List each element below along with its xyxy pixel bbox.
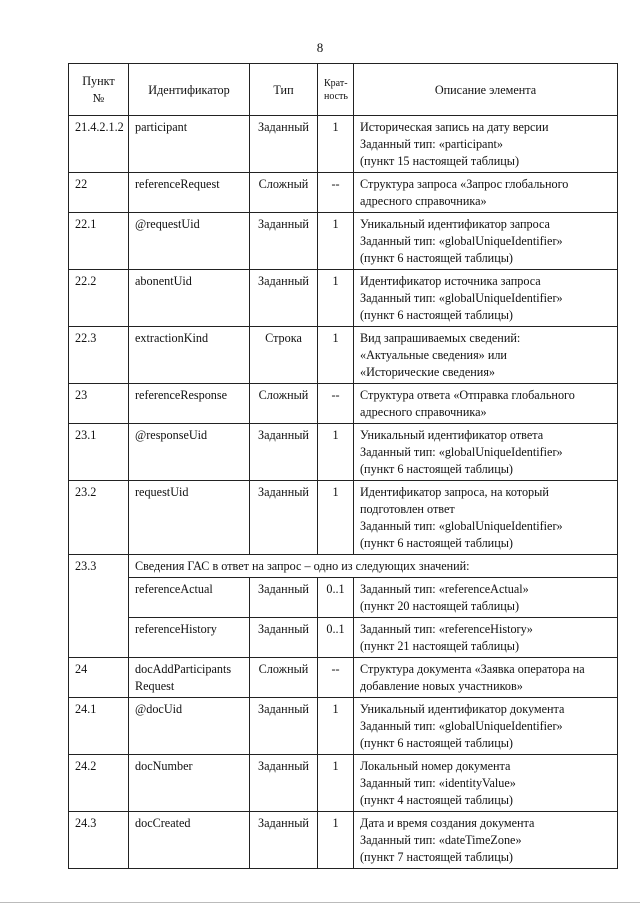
scan-edge-line bbox=[0, 902, 640, 903]
description-line: Дата и время создания документа bbox=[360, 816, 535, 830]
cell-multiplicity: 1 bbox=[318, 812, 354, 869]
cell-multiplicity: 1 bbox=[318, 698, 354, 755]
element-spec-table bbox=[68, 63, 618, 869]
cell-description bbox=[354, 755, 618, 812]
description-line: Историческая запись на дату версии bbox=[360, 120, 549, 134]
cell-type: Заданный bbox=[250, 481, 318, 555]
cell-multiplicity: -- bbox=[318, 658, 354, 698]
table-row bbox=[69, 213, 618, 270]
cell-description bbox=[354, 384, 618, 424]
cell-type: Заданный bbox=[250, 578, 318, 618]
cell-multiplicity: 1 bbox=[318, 270, 354, 327]
table-row bbox=[69, 658, 618, 698]
table-row bbox=[69, 755, 618, 812]
cell-identifier: docAddParticipants Request bbox=[129, 658, 250, 698]
description-line: Заданный тип: «identityValue» bbox=[360, 776, 516, 790]
header-num: Пункт № bbox=[69, 64, 129, 116]
cell-type: Заданный bbox=[250, 698, 318, 755]
cell-description bbox=[354, 270, 618, 327]
description-line: Уникальный идентификатор ответа bbox=[360, 428, 544, 442]
cell-num: 22 bbox=[69, 173, 129, 213]
cell-multiplicity: 1 bbox=[318, 213, 354, 270]
header-type: Тип bbox=[250, 64, 318, 116]
cell-multiplicity: 1 bbox=[318, 481, 354, 555]
cell-description bbox=[354, 327, 618, 384]
description-line: Заданный тип: «referenceHistory» bbox=[360, 622, 533, 636]
description-line: Структура ответа «Отправка глобального bbox=[360, 388, 575, 402]
description-line: Идентификатор запроса, на который bbox=[360, 485, 549, 499]
cell-type: Строка bbox=[250, 327, 318, 384]
cell-multiplicity: 1 bbox=[318, 327, 354, 384]
cell-description bbox=[354, 812, 618, 869]
description-line: адресного справочника» bbox=[360, 194, 487, 208]
description-line: Заданный тип: «globalUniqueIdentifier» bbox=[360, 719, 563, 733]
cell-num: 24.3 bbox=[69, 812, 129, 869]
description-line: (пункт 6 настоящей таблицы) bbox=[360, 736, 513, 750]
header-multiplicity: Крат-ность bbox=[318, 64, 354, 116]
cell-num: 22.3 bbox=[69, 327, 129, 384]
description-line: Структура запроса «Запрос глобального bbox=[360, 177, 569, 191]
header-description: Описание элемента bbox=[354, 64, 618, 116]
cell-description bbox=[354, 173, 618, 213]
table-body bbox=[69, 116, 618, 869]
cell-type: Заданный bbox=[250, 213, 318, 270]
description-line: Заданный тип: «dateTimeZone» bbox=[360, 833, 522, 847]
cell-num: 22.2 bbox=[69, 270, 129, 327]
cell-num: 22.1 bbox=[69, 213, 129, 270]
table-header-row bbox=[69, 64, 618, 116]
cell-multiplicity: 0..1 bbox=[318, 618, 354, 658]
description-line: (пункт 21 настоящей таблицы) bbox=[360, 639, 520, 653]
cell-identifier: @requestUid bbox=[129, 213, 250, 270]
description-line: адресного справочника» bbox=[360, 405, 487, 419]
cell-description bbox=[354, 618, 618, 658]
description-line: подготовлен ответ bbox=[360, 502, 455, 516]
table-row bbox=[69, 424, 618, 481]
table-row bbox=[69, 327, 618, 384]
cell-multiplicity: -- bbox=[318, 384, 354, 424]
table-row bbox=[69, 384, 618, 424]
cell-num: 23.1 bbox=[69, 424, 129, 481]
table-row bbox=[69, 481, 618, 555]
cell-description bbox=[354, 658, 618, 698]
description-line: (пункт 20 настоящей таблицы) bbox=[360, 599, 520, 613]
cell-identifier: @docUid bbox=[129, 698, 250, 755]
cell-description bbox=[354, 698, 618, 755]
cell-description bbox=[354, 424, 618, 481]
cell-type: Заданный bbox=[250, 812, 318, 869]
cell-identifier: referenceActual bbox=[129, 578, 250, 618]
description-line: (пункт 4 настоящей таблицы) bbox=[360, 793, 513, 807]
table-row bbox=[69, 618, 618, 658]
cell-type: Сложный bbox=[250, 658, 318, 698]
cell-description bbox=[354, 578, 618, 618]
cell-multiplicity: 1 bbox=[318, 424, 354, 481]
cell-multiplicity: -- bbox=[318, 173, 354, 213]
description-line: «Актуальные сведения» или bbox=[360, 348, 507, 362]
description-line: добавление новых участников» bbox=[360, 679, 523, 693]
cell-num: 23.3 bbox=[69, 555, 129, 658]
description-line: «Исторические сведения» bbox=[360, 365, 496, 379]
cell-num: 24.2 bbox=[69, 755, 129, 812]
description-line: Заданный тип: «globalUniqueIdentifier» bbox=[360, 519, 563, 533]
cell-type: Заданный bbox=[250, 116, 318, 173]
table-row bbox=[69, 270, 618, 327]
description-line: Заданный тип: «globalUniqueIdentifier» bbox=[360, 445, 563, 459]
cell-type: Заданный bbox=[250, 618, 318, 658]
description-line: (пункт 6 настоящей таблицы) bbox=[360, 308, 513, 322]
table-row bbox=[69, 116, 618, 173]
description-line: (пункт 7 настоящей таблицы) bbox=[360, 850, 513, 864]
page-number: 8 bbox=[316, 40, 324, 55]
description-line: Заданный тип: «referenceActual» bbox=[360, 582, 529, 596]
table-row bbox=[69, 812, 618, 869]
cell-identifier: requestUid bbox=[129, 481, 250, 555]
description-line: Заданный тип: «globalUniqueIdentifier» bbox=[360, 234, 563, 248]
cell-description bbox=[354, 481, 618, 555]
description-line: Уникальный идентификатор документа bbox=[360, 702, 565, 716]
cell-description bbox=[354, 116, 618, 173]
cell-identifier: referenceResponse bbox=[129, 384, 250, 424]
description-line: Структура документа «Заявка оператора на bbox=[360, 662, 585, 676]
cell-type: Заданный bbox=[250, 424, 318, 481]
cell-type: Заданный bbox=[250, 270, 318, 327]
cell-num: 23 bbox=[69, 384, 129, 424]
cell-identifier: @responseUid bbox=[129, 424, 250, 481]
group-note: Сведения ГАС в ответ на запрос – одно из следующих значений: bbox=[129, 555, 618, 578]
description-line: (пункт 6 настоящей таблицы) bbox=[360, 462, 513, 476]
description-line: Заданный тип: «participant» bbox=[360, 137, 504, 151]
table-row bbox=[69, 578, 618, 618]
description-line: (пункт 15 настоящей таблицы) bbox=[360, 154, 520, 168]
cell-type: Заданный bbox=[250, 755, 318, 812]
cell-identifier: docCreated bbox=[129, 812, 250, 869]
cell-multiplicity: 0..1 bbox=[318, 578, 354, 618]
cell-type: Сложный bbox=[250, 173, 318, 213]
cell-num: 24 bbox=[69, 658, 129, 698]
cell-num: 23.2 bbox=[69, 481, 129, 555]
cell-identifier: participant bbox=[129, 116, 250, 173]
description-line: Вид запрашиваемых сведений: bbox=[360, 331, 521, 345]
description-line: Уникальный идентификатор запроса bbox=[360, 217, 550, 231]
table-row-group-note bbox=[69, 555, 618, 578]
cell-identifier: docNumber bbox=[129, 755, 250, 812]
description-line: (пункт 6 настоящей таблицы) bbox=[360, 536, 513, 550]
cell-identifier: extractionKind bbox=[129, 327, 250, 384]
cell-num: 24.1 bbox=[69, 698, 129, 755]
cell-multiplicity: 1 bbox=[318, 116, 354, 173]
description-line: Заданный тип: «globalUniqueIdentifier» bbox=[360, 291, 563, 305]
table-row bbox=[69, 173, 618, 213]
cell-identifier: referenceRequest bbox=[129, 173, 250, 213]
cell-identifier: referenceHistory bbox=[129, 618, 250, 658]
cell-num: 21.4.2.1.2 bbox=[69, 116, 129, 173]
description-line: (пункт 6 настоящей таблицы) bbox=[360, 251, 513, 265]
cell-multiplicity: 1 bbox=[318, 755, 354, 812]
cell-identifier: abonentUid bbox=[129, 270, 250, 327]
table-row bbox=[69, 698, 618, 755]
cell-type: Сложный bbox=[250, 384, 318, 424]
description-line: Идентификатор источника запроса bbox=[360, 274, 541, 288]
cell-description bbox=[354, 213, 618, 270]
description-line: Локальный номер документа bbox=[360, 759, 511, 773]
header-identifier: Идентификатор bbox=[129, 64, 250, 116]
